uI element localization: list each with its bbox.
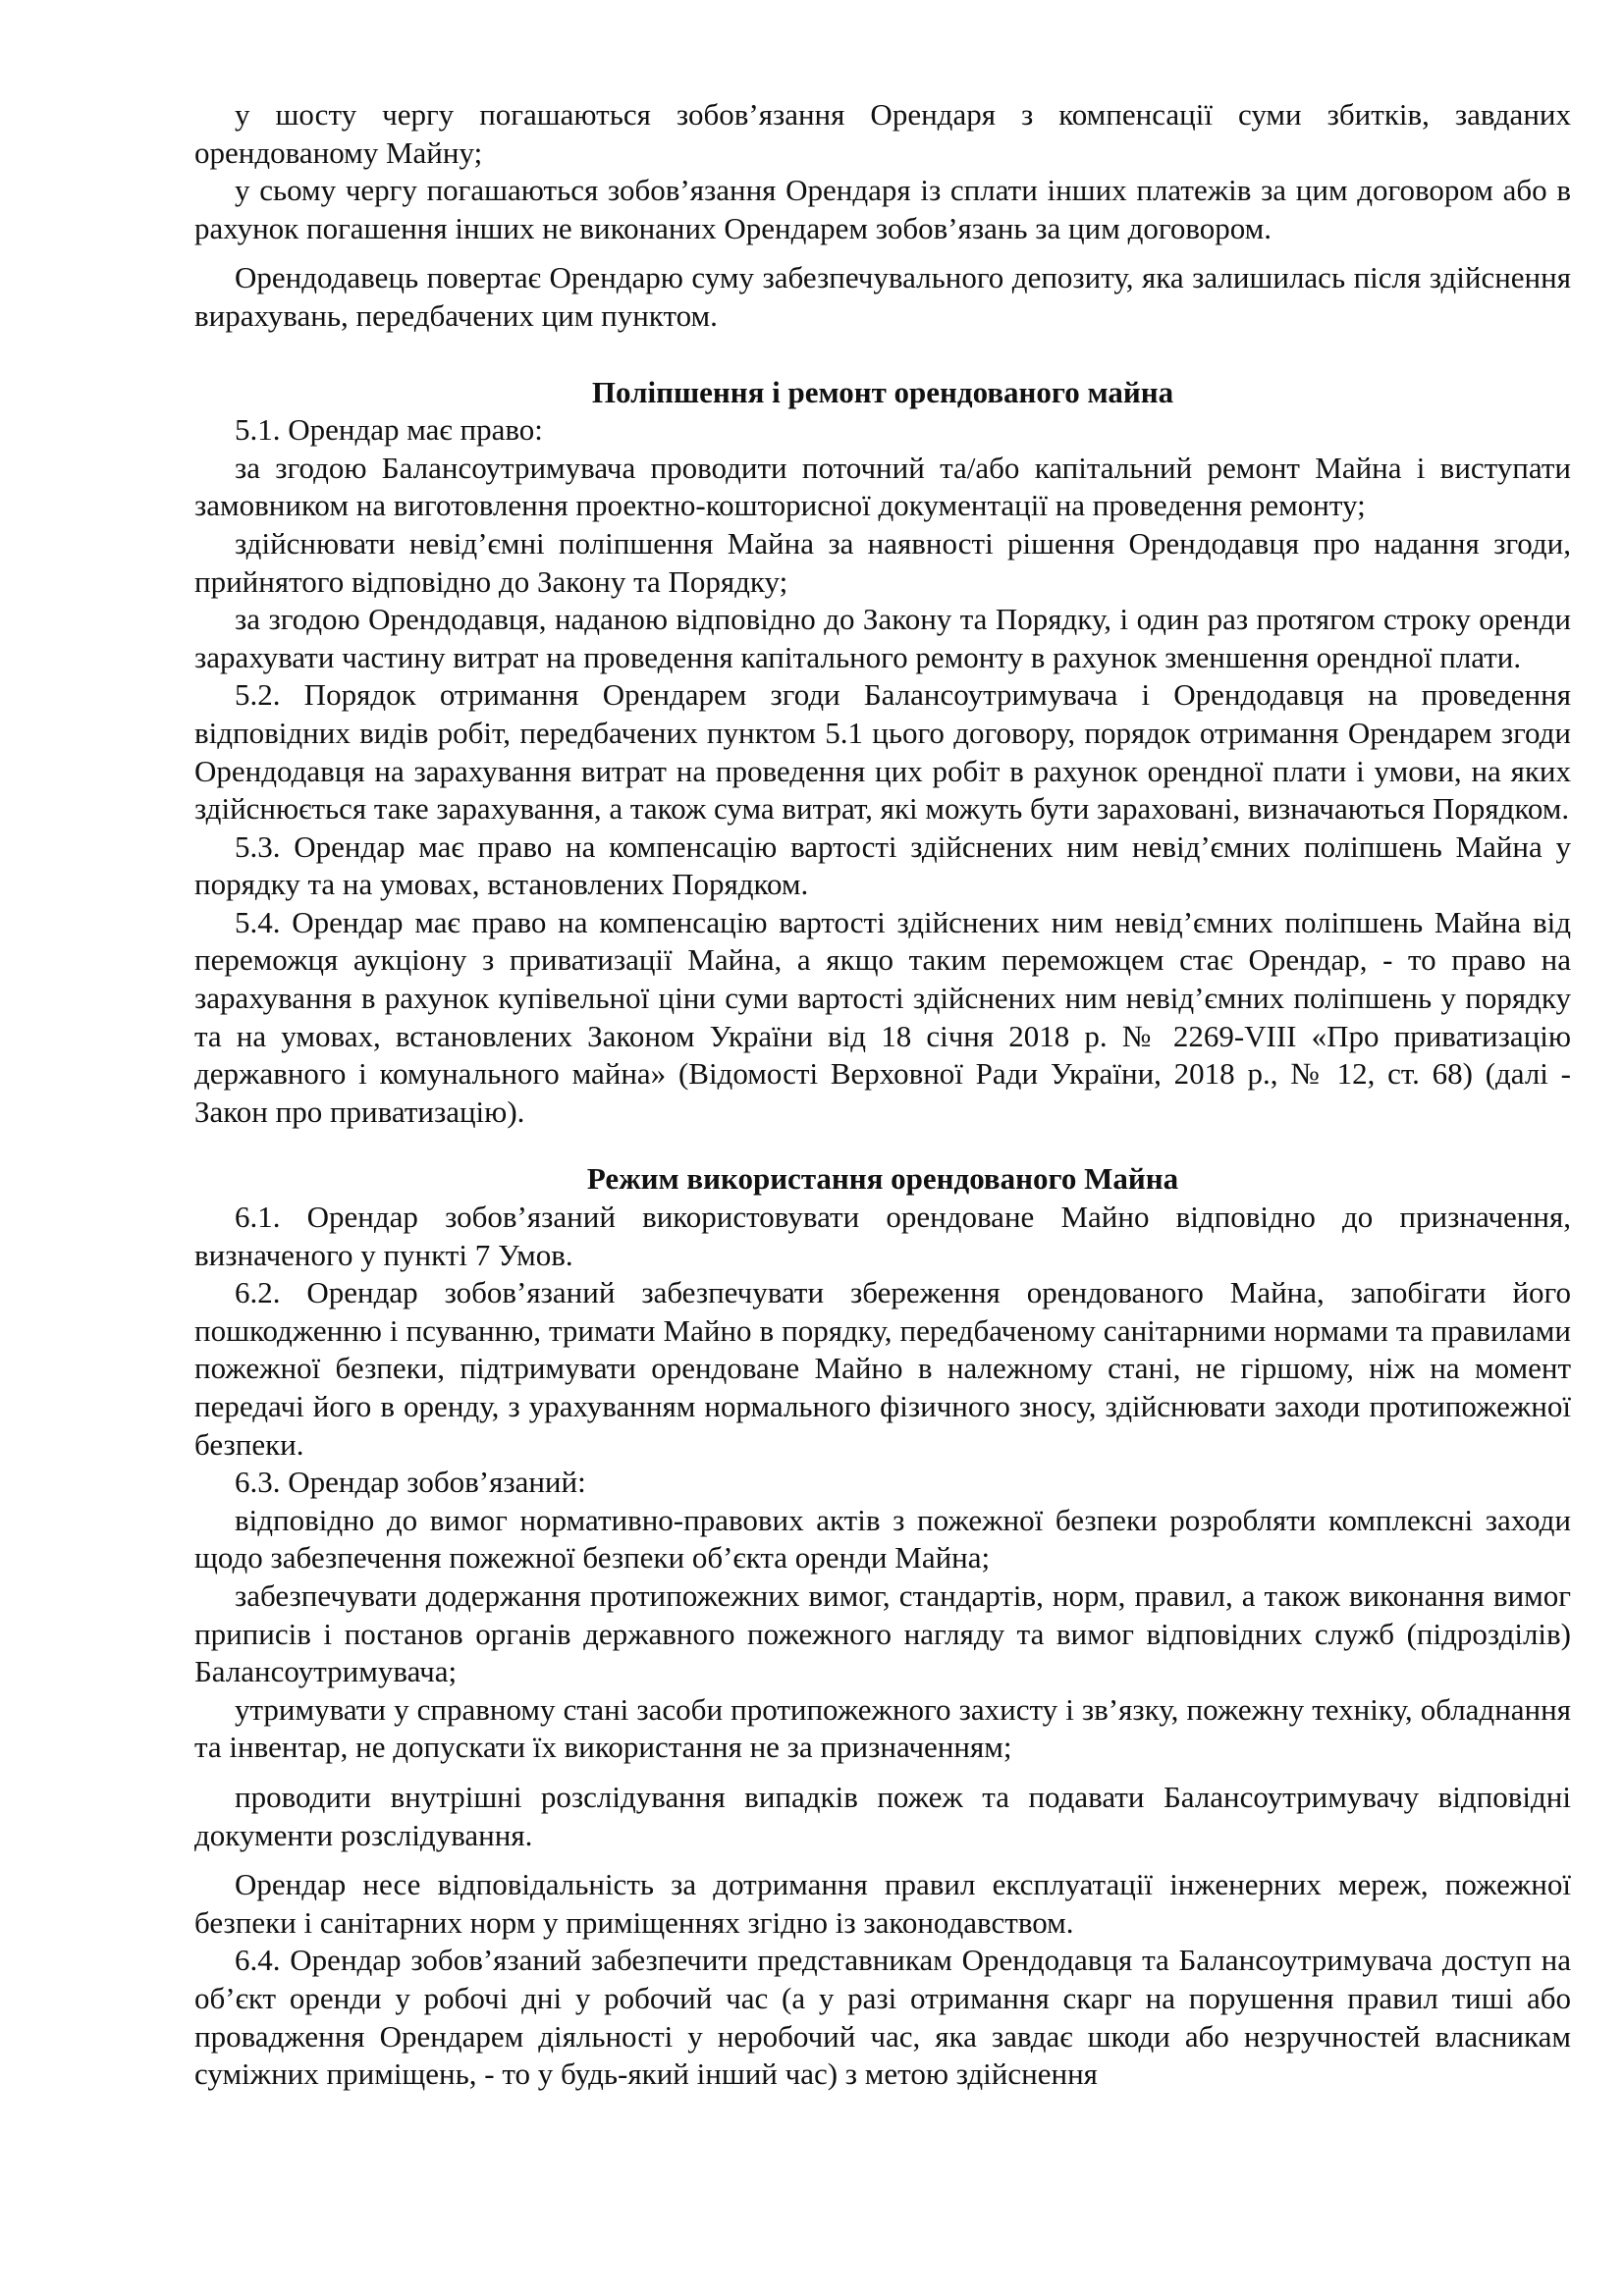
paragraph: 6.2. Орендар зобов’язаний забезпечувати збереження орендованого Майна, запобігати його пошкодженню і псуванню, тримати Майно в порядку, передбаченому санітарними нормами та правилами пожежної безпеки, підтримувати орендоване Майно в належному стані, не гіршому, ніж на момент передачі його в оренду, з урахуванням нормального фізичного зносу, здійснювати заходи протипожежної безпеки. [194, 1275, 1571, 1462]
paragraph: у сьому чергу погашаються зобов’язання Орендаря із сплати інших платежів за цим договором або в рахунок погашення інших не виконаних Орендарем зобов’язань за цим договором. [194, 173, 1571, 245]
paragraph: 5.3. Орендар має право на компенсацію вартості здійснених ним невід’ємних поліпшень Майна у порядку та на умовах, встановлених Порядком. [194, 828, 1571, 902]
paragraph: Орендар несе відповідальність за дотримання правил експлуатації інженерних мереж, пожежної безпеки і санітарних норм у приміщеннях згідно із законодавством. [194, 1867, 1571, 1940]
paragraph: здійснювати невід’ємні поліпшення Майна за наявності рішення Орендодавця про надання згоди, прийнятого відповідно до Закону та Порядку; [194, 525, 1571, 599]
paragraph: 6.3. Орендар зобов’язаний: [235, 1465, 586, 1500]
paragraph: Орендодавець повертає Орендарю суму забезпечувального депозиту, яка залишилась після здійснення вирахувань, передбачених цим пунктом. [194, 260, 1571, 333]
paragraph: відповідно до вимог нормативно-правових актів з пожежної безпеки розробляти комплексні заходи щодо забезпечення пожежної безпеки об’єкта оренди Майна; [194, 1502, 1571, 1575]
section-heading: Поліпшення і ремонт орендованого майна [591, 374, 1174, 409]
section-heading: Режим використання орендованого Майна [586, 1161, 1179, 1197]
paragraph: 6.4. Орендар зобов’язаний забезпечити представникам Орендодавця та Балансоутримувача доступ на об’єкт оренди у робочі дні у робочий час (а у разі отримання скарг на порушення правил тиші або провадження Орендарем діяльності у неробочий час, яка завдає шкоди або незручностей власникам суміжних приміщень, - то у будь-який інший час) з метою здійснення [194, 1943, 1571, 2092]
paragraph: у шосту чергу погашаються зобов’язання Орендаря з компенсації суми збитків, завданих орендованому Майну; [194, 97, 1571, 170]
paragraph: 6.1. Орендар зобов’язаний використовувати орендоване Майно відповідно до призначення, визначеного у пункті 7 Умов. [194, 1200, 1571, 1272]
paragraph: за згодою Орендодавця, наданою відповідно до Закону та Порядку, і один раз протягом строку оренди зарахувати частину витрат на проведення капітального ремонту в рахунок зменшення орендної плати. [194, 602, 1571, 674]
paragraph: 5.2. Порядок отримання Орендарем згоди Балансоутримувача і Орендодавця на проведення відповідних видів робіт, передбачених пунктом 5.1 цього договору, порядок отримання Орендарем згоди Орендодавця на зарахування витрат на проведення цих робіт в рахунок орендної плати і умови, на яких здійснюється таке зарахування, а також сума витрат, які можуть бути зараховані, визначаються Порядком. [194, 677, 1571, 827]
paragraph: за згодою Балансоутримувача проводити поточний та/або капітальний ремонт Майна і виступати замовником на виготовлення проектно-кошторисної документації на проведення ремонту; [194, 450, 1571, 523]
paragraph: 5.1. Орендар має право: [235, 412, 543, 448]
paragraph: 5.4. Орендар має право на компенсацію вартості здійснених ним невід’ємних поліпшень Майна від переможця аукціону з приватизації Майна, а якщо таким переможцем стає Орендар, - то право на зарахування в рахунок купівельної ціни суми вартості здійснених ним невід’ємних поліпшень у порядку та на умовах, встановлених Законом України від 18 січня 2018 р. № 2269-VIII «Про приватизацію державного і комунального майна» (Відомості Верховної Ради України, 2018 р., № 12, ст. 68) (далі - Закон про приватизацію). [194, 904, 1571, 1129]
document-page [194, 96, 1571, 2094]
paragraph: проводити внутрішні розслідування випадків пожеж та подавати Балансоутримувачу відповідні документи розслідування. [194, 1779, 1571, 1852]
paragraph: забезпечувати додержання протипожежних вимог, стандартів, норм, правил, а також виконання вимог приписів і постанов органів державного пожежного нагляду та вимог відповідних служб (підрозділів) Балансоутримувача; [194, 1577, 1571, 1689]
paragraph: утримувати у справному стані засоби протипожежного захисту і зв’язку, пожежну техніку, обладнання та інвентар, не допускати їх використання не за призначенням; [194, 1691, 1571, 1765]
